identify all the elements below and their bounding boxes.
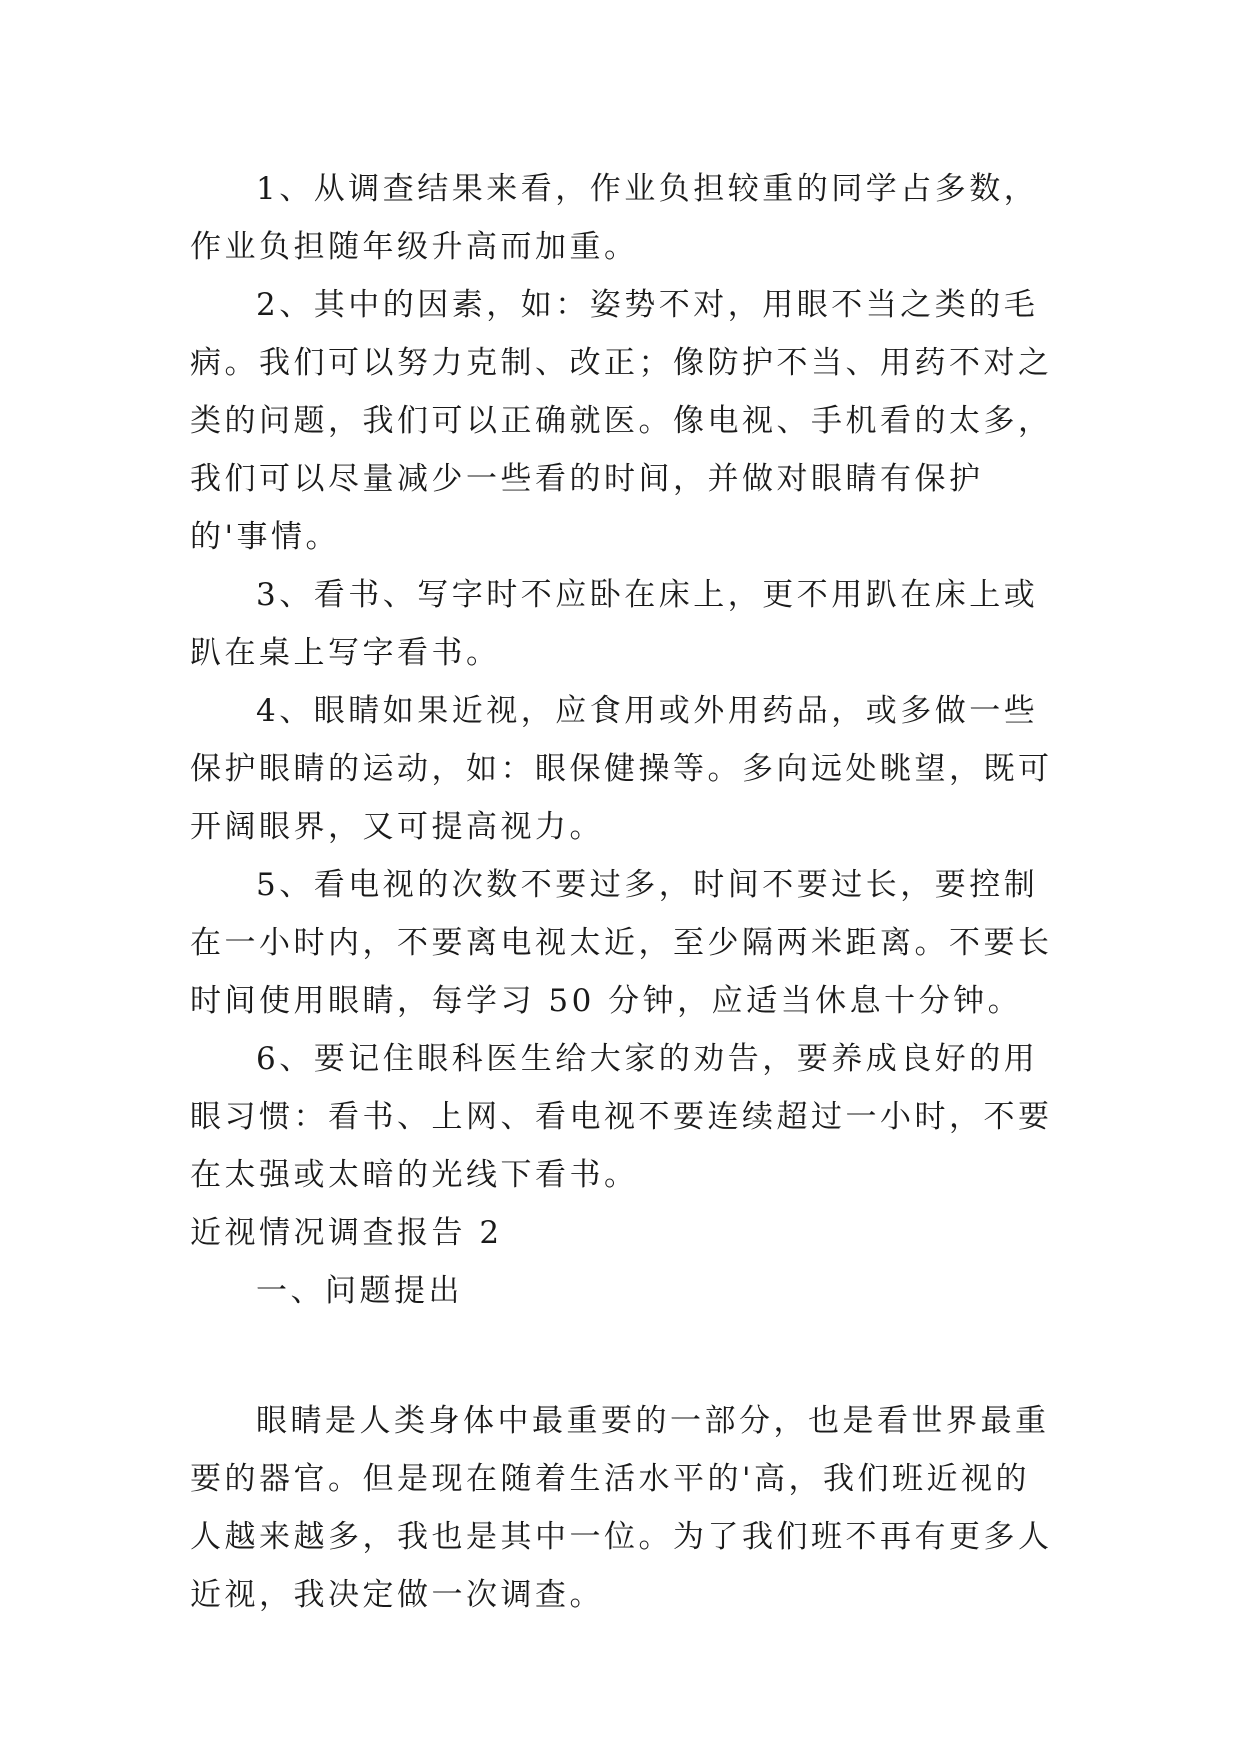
section-heading: 一、问题提出 <box>256 1273 463 1309</box>
report-title: 近视情况调查报告 2 <box>190 1215 503 1251</box>
document-body <box>190 160 1060 1624</box>
paragraph-2: 2、其中的因素，如：姿势不对，用眼不当之类的毛病。我们可以努力克制、改正；像防护不当、用药不对之类的问题，我们可以正确就医。像电视、手机看的太多，我们可以尽量减少一些看的时间，并做对眼睛有保护的'事情。 <box>190 287 1053 555</box>
paragraph-5: 5、看电视的次数不要过多，时间不要过长，要控制在一小时内，不要离电视太近，至少隔两米距离。不要长时间使用眼睛，每学习 50 分钟，应适当休息十分钟。 <box>190 867 1053 1019</box>
paragraph-intro: 眼睛是人类身体中最重要的一部分，也是看世界最重要的器官。但是现在随着生活水平的'高，我们班近视的人越来越多，我也是其中一位。为了我们班不再有更多人近视，我决定做一次调查。 <box>190 1403 1053 1613</box>
paragraph-6: 6、要记住眼科医生给大家的劝告，要养成良好的用眼习惯：看书、上网、看电视不要连续超过一小时，不要在太强或太暗的光线下看书。 <box>190 1041 1053 1193</box>
paragraph-1: 1、从调查结果来看，作业负担较重的同学占多数，作业负担随年级升高而加重。 <box>190 171 1039 265</box>
paragraph-4: 4、眼睛如果近视，应食用或外用药品，或多做一些保护眼睛的运动，如：眼保健操等。多向远处眺望，既可开阔眼界，又可提高视力。 <box>190 693 1053 845</box>
paragraph-3: 3、看书、写字时不应卧在床上，更不用趴在床上或趴在桌上写字看书。 <box>190 577 1039 671</box>
spacer <box>190 1320 1060 1392</box>
